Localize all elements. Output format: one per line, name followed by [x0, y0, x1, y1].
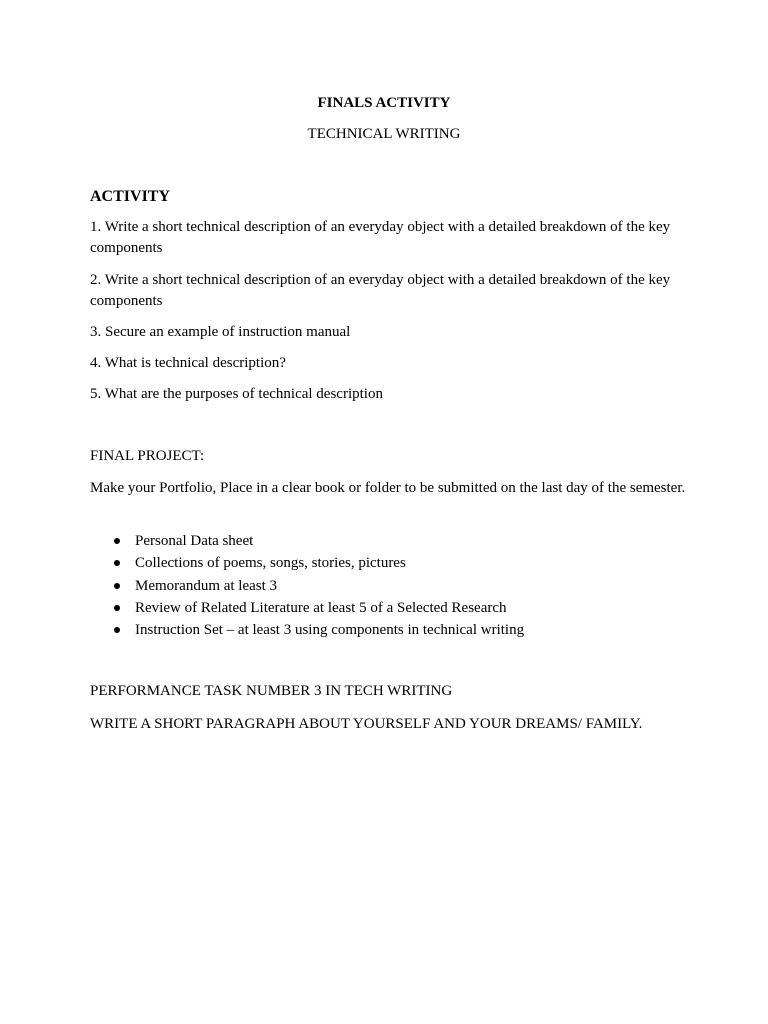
activity-item-3: 3. Secure an example of instruction manual: [90, 324, 351, 340]
final-project-heading: FINAL PROJECT:: [90, 448, 205, 464]
document-title: FINALS ACTIVITY: [317, 95, 451, 111]
list-item-text: Collections of poems, songs, stories, pictures: [135, 555, 406, 572]
bullet-icon: [114, 583, 120, 589]
list-item: [90, 597, 524, 619]
bullet-icon: [114, 627, 120, 633]
bullet-icon: [114, 560, 120, 566]
activity-item-5: 5. What are the purposes of technical description: [90, 386, 383, 402]
performance-task-instruction: WRITE A SHORT PARAGRAPH ABOUT YOURSELF AND YOUR DREAMS/ FAMILY.: [90, 716, 643, 732]
activity-item-2: 2. Write a short technical description of an everyday object with a detailed breakdown of the key components: [90, 272, 671, 309]
list-item: [90, 619, 524, 641]
list-item: [90, 575, 524, 597]
final-project-intro: Make your Portfolio, Place in a clear book or folder to be submitted on the last day of the semester.: [90, 480, 686, 496]
bullet-icon: [114, 538, 120, 544]
activity-item-4: 4. What is technical description?: [90, 355, 286, 371]
list-item-text: Instruction Set – at least 3 using components in technical writing: [135, 622, 525, 639]
document-subtitle: TECHNICAL WRITING: [307, 126, 461, 142]
activity-item-1: 1. Write a short technical description of an everyday object with a detailed breakdown of the key components: [90, 219, 671, 256]
bullet-icon: [114, 605, 120, 611]
activity-heading: ACTIVITY: [90, 188, 171, 205]
list-item-text: Personal Data sheet: [135, 533, 254, 549]
list-item-text: Review of Related Literature at least 5 of a Selected Research: [135, 599, 507, 616]
portfolio-requirements-list: [90, 530, 524, 641]
list-item: [90, 552, 524, 574]
list-item-text: Memorandum at least 3: [135, 577, 278, 594]
performance-task-heading: PERFORMANCE TASK NUMBER 3 IN TECH WRITING: [90, 683, 453, 699]
list-item: [90, 530, 524, 552]
